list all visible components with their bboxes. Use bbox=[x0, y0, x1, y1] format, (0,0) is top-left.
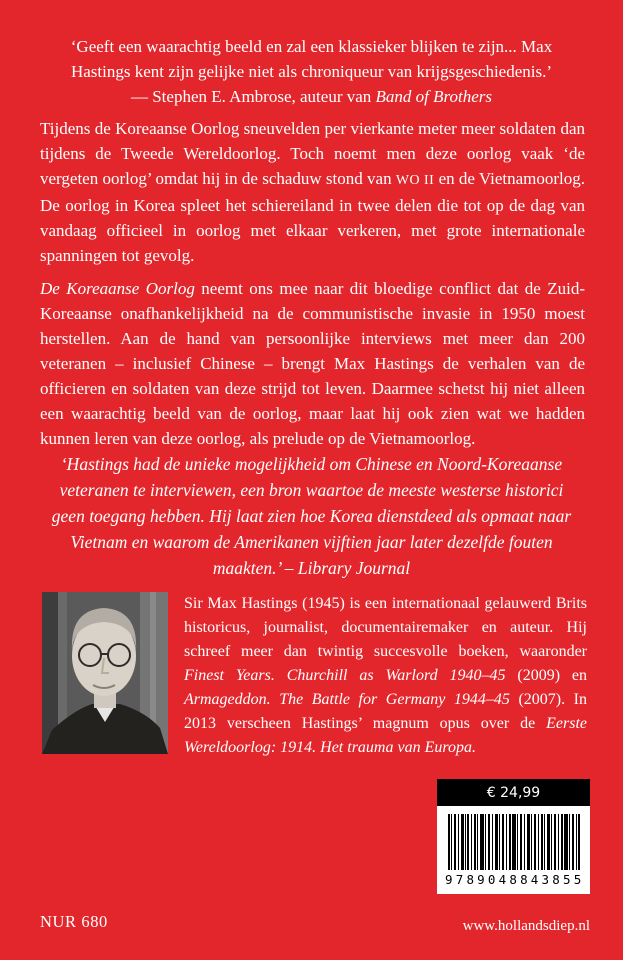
text-segment: neemt ons mee naar dit bloedige conflict dat de Zuid-Koreaanse onafhankelijkheid na de communistische invasie in 1950 moest herstellen. Aan de hand van persoonlijke interviews met meer dan 200 veteranen – inclusief Chinese – brengt Max Hastings de verhalen van de officieren en soldaten van deze strijd tot leven. Daarmee schetst hij niet alleen een waarachtig beeld van de oorlog, maar laat hij ook zien wat we hadden kunnen leren van deze oorlog, als prelude op de Vietnamoorlog. bbox=[40, 279, 585, 448]
author-portrait-illustration bbox=[42, 592, 168, 754]
review-quote bbox=[44, 451, 579, 581]
book-title: Armageddon. The Battle for Germany 1944–45 bbox=[184, 691, 510, 708]
barcode bbox=[437, 806, 590, 894]
nur-code: NUR 680 bbox=[40, 912, 108, 931]
endorsement-text: ‘Geeft een waarachtig beeld en zal een klassieker blijken te zijn... Max Hastings kent zijn gelijke niet als chroniqueur van krijgsgeschiedenis.’ bbox=[70, 37, 553, 81]
attribution-prefix: — Stephen E. Ambrose, auteur van bbox=[130, 87, 376, 106]
author-photo bbox=[42, 592, 168, 754]
text-segment-smallcaps: WO II bbox=[395, 173, 435, 188]
endorsement-attribution bbox=[48, 84, 575, 109]
barcode-number: 9789048843855 bbox=[445, 872, 585, 887]
review-quote-source: Library Journal bbox=[297, 558, 411, 578]
text-segment: en de Vietnamoorlog. De oorlog in Korea spleet het schiereiland in twee delen die tot op de dag van vandaag officieel in oorlog met elkaar verkeren, met grote internationale spanningen tot gevolg. bbox=[40, 169, 586, 265]
attribution-work-title: Band of Brothers bbox=[375, 87, 493, 106]
review-quote-text: ‘Hastings had de unieke mogelijkheid om Chinese en Noord-Koreaanse veteranen te interviewen, een bron waartoe de meeste westerse historici geen toegang hebben. Hij laat zien hoe Korea dienstdeed als opmaat naar Vietnam en waarom de Amerikanen vijftien jaar later dezelfde fouten maakten.’ – bbox=[51, 454, 572, 578]
author-bio bbox=[184, 592, 587, 760]
book-title: Finest Years. Churchill as Warlord 1940–45 bbox=[184, 667, 506, 684]
text-segment: (2007). In 2013 verscheen Hastings’ magnum opus over de bbox=[184, 691, 587, 732]
synopsis-paragraph-2 bbox=[40, 276, 585, 451]
text-segment: (2009) en bbox=[505, 667, 587, 684]
endorsement-quote bbox=[48, 34, 575, 109]
book-title: Eerste Wereldoorlog: 1914. Het trauma van Europa. bbox=[184, 715, 587, 756]
price-strip bbox=[437, 779, 590, 806]
author-section bbox=[42, 592, 587, 760]
barcode-bars bbox=[447, 814, 581, 870]
text-segment: Sir Max Hastings (1945) is een internationaal gelauwerd Brits historicus, journalist, documentairemaker en auteur. Hij schreef meer dan twintig succesvolle boeken, waaronder bbox=[184, 595, 587, 660]
text-segment: Tijdens de Koreaanse Oorlog sneuvelden per vierkante meter meer soldaten dan tijdens de Tweede Wereldoorlog. Toch noemt men deze oorlog vaak ‘de vergeten oorlog’ omdat hij in de schaduw stond van bbox=[40, 119, 585, 188]
publisher-website: www.hollandsdiep.nl bbox=[462, 918, 590, 934]
price-label: € 24,99 bbox=[486, 784, 541, 801]
price-barcode-box bbox=[437, 779, 590, 894]
synopsis-paragraph-1 bbox=[40, 116, 585, 268]
book-title-lead: De Koreaanse Oorlog bbox=[40, 279, 195, 298]
